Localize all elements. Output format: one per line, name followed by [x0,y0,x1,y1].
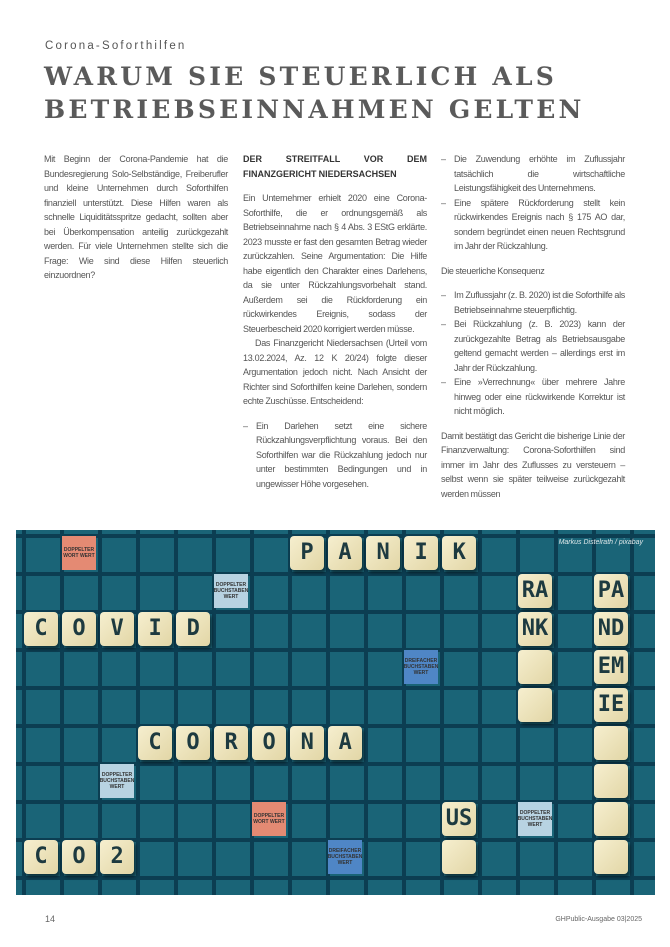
letter-tile [518,650,552,684]
list-item: – Die Zuwendung erhöhte im Zuflussjahr tatsächlich die wirtschaftliche Leistungsfähigkeit des Unternehmens. [441,152,625,196]
kicker: Corona-Soforthilfen [45,40,187,52]
premium-square: DOPPELTER BUCHSTABEN WERT [518,802,552,836]
column-1 [44,152,228,283]
paragraph: Ein Unternehmer erhielt 2020 eine Corona-Soforthilfe, die er ordnungsgemäß als Betriebseinnahme nach § 4 Abs. 3 EStG erklärte. 2023 musste er fast den gesamten Betrag wieder zurückzahlen. Seine Argumentation: Die Hilfe habe eigentlich den Charakter eines Darlehens, da sie unter Rückzahlungsvorbehalt stand. Außerdem sei die Rückforderung ein rückwirkendes Ereignis, sodass der Steuerbescheid 2020 korrigiert werden müsse. [243,193,427,334]
list-item: – Bei Rückzahlung (z. B. 2023) kann der zurückgezahlte Betrag als Betriebsausgabe geltend gemacht werden – allerdings erst im Jahr der Rückzahlung. [441,317,625,375]
list-item: – Ein Darlehen setzt eine sichere Rückzahlungsverpflichtung voraus. Bei den Soforthilfen war die Rückzahlung jedoch nur unter bestimmten Bedingungen und in ungewisser Höhe vorgesehen. [243,419,427,492]
letter-tile [442,840,476,874]
page-title [44,60,585,126]
word-covid: COVID [34,616,225,641]
column-3 [441,152,625,501]
section-heading: DER STREITFALL VOR DEM FINANZGERICHT NIEDERSACHSEN [243,154,427,179]
publication-label: GHPublic-Ausgabe 03|2025 [555,916,642,923]
bullet-list [441,288,625,419]
premium-square: DOPPELTER WORT WERT [62,536,96,570]
conclusion-paragraph: Damit bestätigt das Gericht die bisherige Linie der Finanzverwaltung: Corona-Soforthilfen sind immer im Jahr des Zuflusses zu versteuern – selbst wenn sie später teilweise zurückgezahlt werden müssen [441,430,625,499]
premium-square: DOPPELTER BUCHSTABEN WERT [100,764,134,798]
intro-paragraph: Mit Beginn der Corona-Pandemie hat die Bundesregierung Solo-Selbständige, Freiberufler und kleine Unternehmen durch Soforthilfen finanziell unterstützt. Diese Hilfen waren als schnelle Liquiditätsspritze gedacht, sollten aber bei Überkompensation anteilig zurückgezahlt werden. Für viele Unternehmen stellte sich die Frage: Wie sind diese Hilfen steuerlich einzuordnen? [44,154,228,280]
title-line-2: BETRIEBSEINNAHMEN GELTEN [44,95,585,124]
word-pandemie: PANDEMIE [597,578,625,717]
scrabble-photo [16,530,655,895]
bullet-list [243,419,427,492]
list-item: – Eine spätere Rückforderung stellt kein rückwirkendes Ereignis nach § 175 AO dar, sondern begründet einen neuen Rechtsgrund im Jahr der Rückzahlung. [441,196,625,254]
word-corona: CORONA [148,730,377,755]
premium-square: DOPPELTER WORT WERT [252,802,286,836]
title-line-1: WARUM SIE STEUERLICH ALS [44,62,558,91]
word-rank: RANK [521,578,549,641]
letter-tile [594,726,628,760]
premium-square: DOPPELTER BUCHSTABEN WERT [214,574,248,608]
list-item: – Eine »Verrechnung« über mehrere Jahre hinweg oder eine rückwirkende Korrektur ist nicht möglich. [441,375,625,419]
subheading: Die steuerliche Konsequenz [441,265,545,276]
letter-tile [594,802,628,836]
page-number: 14 [45,914,56,924]
word-panik: PANIK [300,540,491,565]
photo-credit: Markus Distelrath / pixabay [558,539,643,546]
letter-tile [518,688,552,722]
column-2 [243,152,427,491]
word-co2: CO2 [34,844,149,869]
bullet-list [441,152,625,254]
list-item: – Im Zuflussjahr (z. B. 2020) ist die Soforthilfe als Betriebseinnahme steuerpflichtig. [441,288,625,317]
premium-square: DREIFACHER BUCHSTABEN WERT [404,650,438,684]
paragraph: Das Finanzgericht Niedersachsen (Urteil vom 13.02.2024, Az. 12 K 20/24) folgte dieser Argumentation jedoch nicht. Nach Ansicht der Richter sind Soforthilfen keine Darlehen, sondern echte Zuschüsse. Entscheidend: [243,338,427,406]
word-us: US [445,806,473,831]
premium-square: DREIFACHER BUCHSTABEN WERT [328,840,362,874]
letter-tile [594,764,628,798]
letter-tile [594,840,628,874]
